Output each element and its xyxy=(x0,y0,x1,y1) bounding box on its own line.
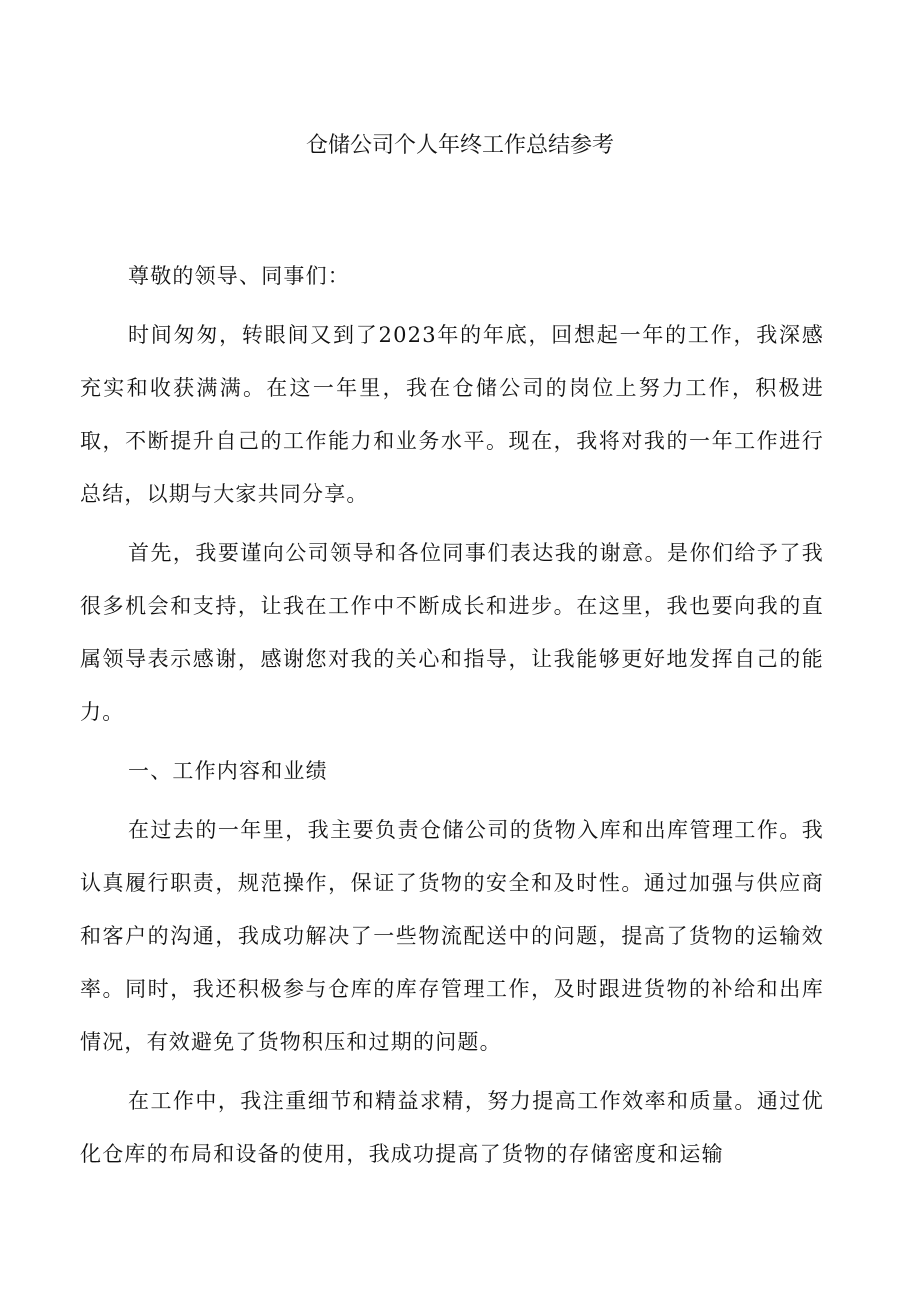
document-body xyxy=(80,250,824,1181)
document-title: 仓储公司个人年终工作总结参考 xyxy=(305,133,614,158)
paragraph-work-detail: 在工作中，我注重细节和精益求精，努力提高工作效率和质量。通过优化仓库的布局和设备的使用，我成功提高了货物的存储密度和运输 xyxy=(80,1089,824,1166)
paragraph-work-content: 在过去的一年里，我主要负责仓储公司的货物入库和出库管理工作。我认真履行职责，规范操作，保证了货物的安全和及时性。通过加强与供应商和客户的沟通，我成功解决了一些物流配送中的问题，提高了货物的运输效率。同时，我还积极参与仓库的库存管理工作，及时跟进货物的补给和出库情况，有效避免了货物积压和过期的问题。 xyxy=(80,818,824,1054)
paragraph-salutation: 尊敬的领导、同事们： xyxy=(128,264,350,288)
section-heading-work-content: 一、工作内容和业绩 xyxy=(128,759,328,783)
paragraph-thanks: 首先，我要谨向公司领导和各位同事们表达我的谢意。是你们给予了我很多机会和支持，让我在工作中不断成长和进步。在这里，我也要向我的直属领导表示感谢，感谢您对我的关心和指导，让我能够更好地发挥自己的能力。 xyxy=(80,541,824,724)
paragraph-intro: 时间匆匆，转眼间又到了2023年的年底，回想起一年的工作，我深感充实和收获满满。在这一年里，我在仓储公司的岗位上努力工作，积极进取，不断提升自己的工作能力和业务水平。现在，我将对我的一年工作进行总结，以期与大家共同分享。 xyxy=(80,323,824,506)
